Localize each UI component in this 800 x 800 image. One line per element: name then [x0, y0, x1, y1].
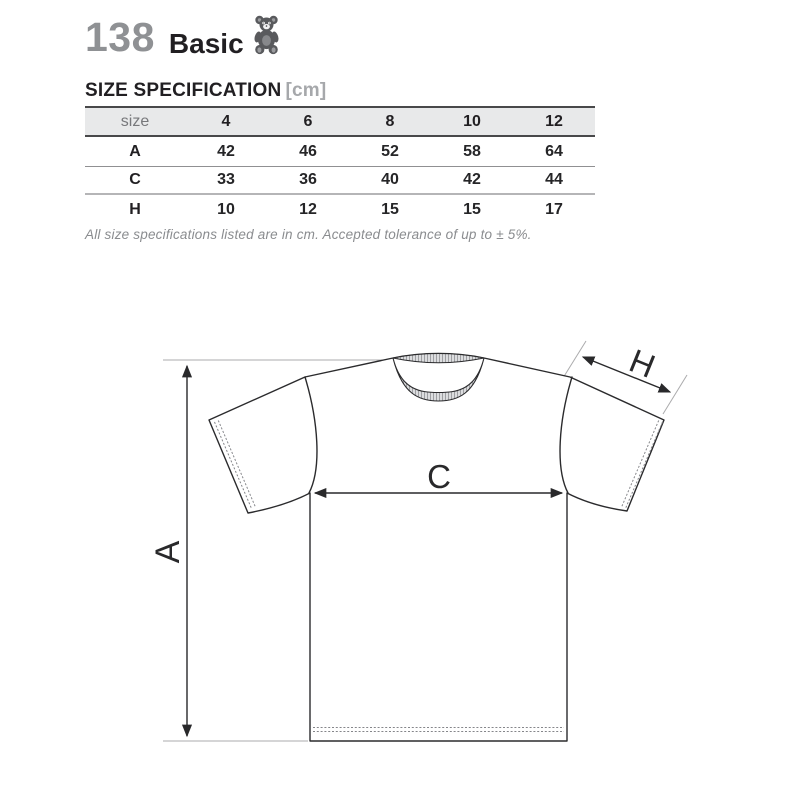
column-header: 8 — [385, 112, 395, 130]
table-cell: 12 — [299, 200, 317, 218]
column-header-size: size — [120, 112, 150, 130]
table-cell: 52 — [381, 142, 399, 160]
spec-unit-label: [cm] — [285, 80, 327, 101]
spec-heading-text: SIZE SPECIFICATION — [85, 80, 282, 101]
tshirt-outline — [209, 354, 664, 742]
table-cell: 17 — [545, 200, 563, 218]
row-label: A — [129, 142, 141, 160]
table-cell: 15 — [381, 200, 399, 218]
table-cell: 46 — [299, 142, 317, 160]
dimension-label-h: H — [624, 341, 661, 385]
table-cell: 64 — [545, 142, 563, 160]
table-cell: 40 — [381, 171, 399, 188]
table-cell: 15 — [463, 200, 481, 218]
column-header: 4 — [221, 112, 231, 130]
extension-line-sleeve-upper — [563, 341, 586, 378]
table-cell: 36 — [299, 171, 317, 188]
dimension-label-a: A — [149, 540, 187, 564]
extension-line-sleeve-lower — [663, 375, 687, 414]
column-header: 6 — [303, 112, 313, 130]
table-cell: 10 — [217, 200, 235, 218]
row-label: C — [129, 171, 141, 188]
style-name: Basic — [168, 27, 244, 59]
dimension-label-c: C — [427, 458, 451, 495]
style-number: 138 — [85, 14, 155, 60]
table-cell: 42 — [463, 171, 481, 188]
column-header: 12 — [545, 112, 563, 130]
column-header: 10 — [463, 112, 481, 130]
tolerance-note: All size specifications listed are in cm. Accepted tolerance of up to ± 5%. — [85, 227, 532, 242]
row-label: H — [129, 200, 141, 218]
table-cell: 33 — [217, 171, 235, 188]
table-cell: 44 — [545, 171, 563, 188]
table-cell: 58 — [463, 142, 481, 160]
table-cell: 42 — [217, 142, 235, 160]
